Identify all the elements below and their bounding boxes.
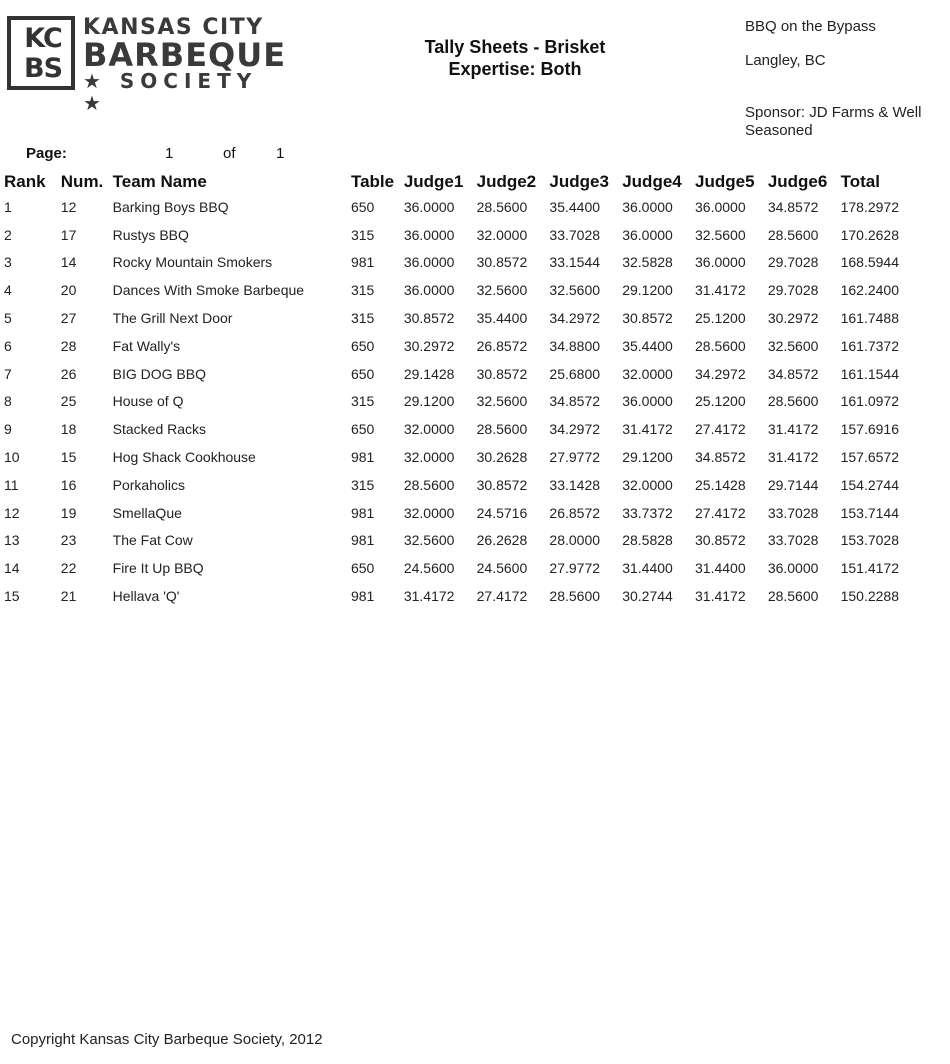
cell-num: 19 [60,504,77,521]
copyright-footer: Copyright Kansas City Barbeque Society, 2012 [11,1031,323,1048]
cell-judge3: 33.7028 [549,226,601,243]
cell-judge5: 31.4172 [695,588,746,605]
cell-team-name: Hog Shack Cookhouse [112,449,256,466]
cell-total: 161.7372 [840,337,900,354]
cell-total: 162.2400 [840,282,900,299]
cell-judge3: 27.9772 [549,449,601,466]
cell-num: 26 [60,365,77,382]
page-label: Page: [26,145,67,162]
cell-num: 18 [60,421,77,438]
cell-judge5: 34.8572 [695,449,746,466]
cell-total: 168.5944 [840,254,900,271]
table-row [0,332,950,360]
cell-judge3: 33.1544 [549,254,601,271]
table-row [0,499,950,527]
cell-judge2: 27.4172 [476,588,528,605]
cell-judge1: 29.1200 [403,393,455,410]
cell-judge3: 28.5600 [549,588,601,605]
header-judge1: Judge1 [403,172,464,191]
event-name: BBQ on the Bypass [745,18,876,35]
cell-judge1: 36.0000 [403,254,455,271]
cell-rank: 10 [4,449,20,466]
cell-judge4: 33.7372 [622,504,673,521]
cell-judge4: 28.5828 [622,532,673,549]
cell-judge6: 30.2972 [767,310,819,327]
cell-team-name: Porkaholics [112,476,186,493]
cell-judge1: 29.1428 [403,365,455,382]
cell-judge5: 25.1428 [695,476,746,493]
cell-team-name: Rustys BBQ [112,226,189,243]
cell-table: 315 [350,282,375,299]
cell-judge3: 26.8572 [549,504,601,521]
cell-table: 315 [350,393,375,410]
cell-rank: 4 [4,282,12,299]
cell-judge2: 26.2628 [476,532,528,549]
cell-judge6: 33.7028 [767,504,819,521]
header-judge3: Judge3 [549,172,609,191]
logo-monogram-box [7,16,75,90]
cell-team-name: The Fat Cow [112,532,193,549]
cell-judge6: 29.7144 [767,476,819,493]
cell-total: 170.2628 [840,226,900,243]
table-header-row [0,171,950,193]
cell-team-name: SmellaQue [112,504,182,521]
cell-table: 981 [350,504,375,521]
cell-team-name: Dances With Smoke Barbeque [112,282,305,299]
cell-judge1: 32.5600 [403,532,455,549]
cell-judge4: 31.4172 [622,421,673,438]
cell-num: 20 [60,282,77,299]
cell-team-name: Fire It Up BBQ [112,560,204,577]
cell-judge6: 34.8572 [767,365,819,382]
cell-judge2: 28.5600 [476,198,528,215]
cell-rank: 8 [4,393,12,410]
cell-judge4: 36.0000 [622,393,673,410]
cell-judge4: 36.0000 [622,226,673,243]
cell-judge2: 35.4400 [476,310,528,327]
cell-judge5: 32.5600 [695,226,746,243]
cell-judge3: 25.6800 [549,365,601,382]
cell-table: 650 [350,337,375,354]
table-row [0,415,950,443]
cell-judge2: 30.8572 [476,254,528,271]
table-row [0,554,950,582]
cell-total: 154.2744 [840,476,900,493]
cell-num: 27 [60,310,77,327]
cell-num: 22 [60,560,77,577]
header-num: Num. [60,172,104,191]
cell-judge1: 36.0000 [403,198,455,215]
header-judge5: Judge5 [695,172,755,191]
report-title [380,36,650,80]
cell-judge4: 32.0000 [622,365,673,382]
cell-judge1: 24.5600 [403,560,455,577]
cell-table: 981 [350,588,375,605]
cell-table: 650 [350,365,375,382]
cell-judge2: 32.5600 [476,282,528,299]
cell-team-name: Stacked Racks [112,421,207,438]
cell-team-name: The Grill Next Door [112,310,233,327]
cell-judge2: 30.2628 [476,449,528,466]
cell-rank: 11 [4,476,19,493]
cell-judge3: 34.2972 [549,421,601,438]
cell-rank: 2 [4,226,12,243]
header-rank: Rank [4,172,46,191]
cell-table: 315 [350,310,375,327]
cell-judge3: 33.1428 [549,476,601,493]
cell-judge5: 34.2972 [695,365,746,382]
cell-judge5: 28.5600 [695,337,746,354]
cell-total: 157.6572 [840,449,900,466]
cell-rank: 3 [4,254,12,271]
table-row [0,276,950,304]
cell-judge1: 30.8572 [403,310,455,327]
table-row [0,304,950,332]
report-title-line-2: Expertise: Both [448,59,582,79]
logo-line-1: KANSAS CITY [83,15,264,40]
event-location: Langley, BC [745,52,826,69]
header-judge6: Judge6 [767,172,828,191]
cell-judge4: 30.8572 [622,310,673,327]
cell-table: 650 [350,560,375,577]
cell-judge1: 32.0000 [403,449,455,466]
results-body [0,193,950,610]
cell-judge5: 36.0000 [695,198,746,215]
logo-monogram-bottom: BS [23,53,63,84]
cell-rank: 13 [4,532,20,549]
report-title-line-1: Tally Sheets - Brisket [424,37,606,57]
cell-judge6: 31.4172 [767,421,819,438]
cell-judge2: 32.0000 [476,226,528,243]
cell-team-name: BIG DOG BBQ [112,365,206,382]
cell-judge1: 31.4172 [403,588,455,605]
cell-judge4: 36.0000 [622,198,673,215]
cell-team-name: Hellava 'Q' [112,588,180,605]
cell-total: 161.7488 [840,310,900,327]
cell-rank: 9 [4,421,12,438]
cell-judge3: 35.4400 [549,198,601,215]
cell-total: 157.6916 [840,421,900,438]
event-sponsor: Sponsor: JD Farms & Well Seasoned [745,104,922,139]
cell-judge4: 31.4400 [622,560,673,577]
cell-table: 650 [350,198,375,215]
cell-total: 153.7028 [840,532,900,549]
cell-judge2: 32.5600 [476,393,528,410]
cell-judge6: 28.5600 [767,393,819,410]
logo-monogram [17,24,69,84]
cell-rank: 5 [4,310,12,327]
cell-rank: 12 [4,504,20,521]
cell-num: 16 [60,476,77,493]
header-table: Table [350,172,395,191]
cell-judge6: 33.7028 [767,532,819,549]
cell-judge4: 32.0000 [622,476,673,493]
kcbs-logo [7,15,287,115]
cell-rank: 7 [4,365,12,382]
cell-judge1: 30.2972 [403,337,455,354]
table-row [0,527,950,555]
header-total: Total [840,172,880,191]
cell-team-name: Barking Boys BBQ [112,198,229,215]
cell-judge4: 30.2744 [622,588,673,605]
cell-judge6: 29.7028 [767,254,819,271]
cell-rank: 15 [4,588,20,605]
cell-judge3: 27.9772 [549,560,601,577]
table-row [0,249,950,277]
cell-judge2: 30.8572 [476,476,528,493]
table-row [0,471,950,499]
cell-judge2: 26.8572 [476,337,528,354]
cell-judge5: 31.4172 [695,282,746,299]
cell-judge6: 36.0000 [767,560,819,577]
cell-judge5: 25.1200 [695,393,746,410]
logo-monogram-top: KC [24,23,62,54]
cell-num: 14 [60,254,77,271]
cell-judge4: 32.5828 [622,254,673,271]
logo-line-3: ★ SOCIETY ★ [83,69,258,115]
cell-judge5: 27.4172 [695,504,746,521]
cell-table: 650 [350,421,375,438]
table-row [0,193,950,221]
cell-judge6: 28.5600 [767,588,819,605]
cell-judge6: 28.5600 [767,226,819,243]
cell-judge5: 25.1200 [695,310,746,327]
cell-table: 981 [350,532,375,549]
cell-judge3: 32.5600 [549,282,601,299]
page-total: 1 [276,145,285,162]
cell-judge3: 28.0000 [549,532,601,549]
cell-judge6: 29.7028 [767,282,819,299]
cell-judge3: 34.2972 [549,310,601,327]
cell-total: 150.2288 [840,588,900,605]
cell-num: 15 [60,449,77,466]
cell-total: 161.0972 [840,393,900,410]
table-row [0,360,950,388]
cell-team-name: Rocky Mountain Smokers [112,254,273,271]
cell-num: 12 [60,198,77,215]
cell-num: 25 [60,393,77,410]
cell-judge5: 27.4172 [695,421,746,438]
cell-num: 17 [60,226,77,243]
cell-judge2: 24.5600 [476,560,528,577]
cell-rank: 1 [4,198,12,215]
cell-judge1: 28.5600 [403,476,455,493]
table-row [0,582,950,610]
page-of: of [223,145,236,162]
cell-judge1: 32.0000 [403,504,455,521]
cell-judge6: 31.4172 [767,449,819,466]
cell-judge5: 31.4400 [695,560,746,577]
cell-judge2: 30.8572 [476,365,528,382]
cell-judge4: 29.1200 [622,449,673,466]
cell-judge1: 32.0000 [403,421,455,438]
cell-num: 23 [60,532,77,549]
event-info [745,18,950,140]
header-judge2: Judge2 [476,172,537,191]
logo-wordmark [83,16,288,114]
cell-judge4: 29.1200 [622,282,673,299]
cell-table: 981 [350,254,375,271]
cell-table: 981 [350,449,375,466]
cell-judge5: 36.0000 [695,254,746,271]
header-judge4: Judge4 [622,172,682,191]
cell-num: 28 [60,337,77,354]
cell-table: 315 [350,226,375,243]
table-row [0,221,950,249]
cell-judge5: 30.8572 [695,532,746,549]
header-team-name: Team Name [112,172,207,191]
cell-judge1: 36.0000 [403,282,455,299]
cell-judge4: 35.4400 [622,337,673,354]
cell-table: 315 [350,476,375,493]
cell-judge6: 32.5600 [767,337,819,354]
page-current: 1 [165,145,174,162]
cell-judge1: 36.0000 [403,226,455,243]
cell-judge3: 34.8572 [549,393,601,410]
cell-team-name: Fat Wally's [112,337,181,354]
cell-total: 151.4172 [840,560,900,577]
cell-total: 161.1544 [840,365,900,382]
table-row [0,443,950,471]
cell-judge6: 34.8572 [767,198,819,215]
cell-total: 153.7144 [840,504,900,521]
logo-line-2: BARBEQUE [83,36,287,74]
results-table [0,171,950,610]
cell-num: 21 [60,588,77,605]
cell-judge2: 24.5716 [476,504,528,521]
cell-judge3: 34.8800 [549,337,601,354]
table-row [0,388,950,416]
cell-team-name: House of Q [112,393,184,410]
cell-judge2: 28.5600 [476,421,528,438]
cell-rank: 14 [4,560,20,577]
cell-rank: 6 [4,337,12,354]
cell-total: 178.2972 [840,198,900,215]
